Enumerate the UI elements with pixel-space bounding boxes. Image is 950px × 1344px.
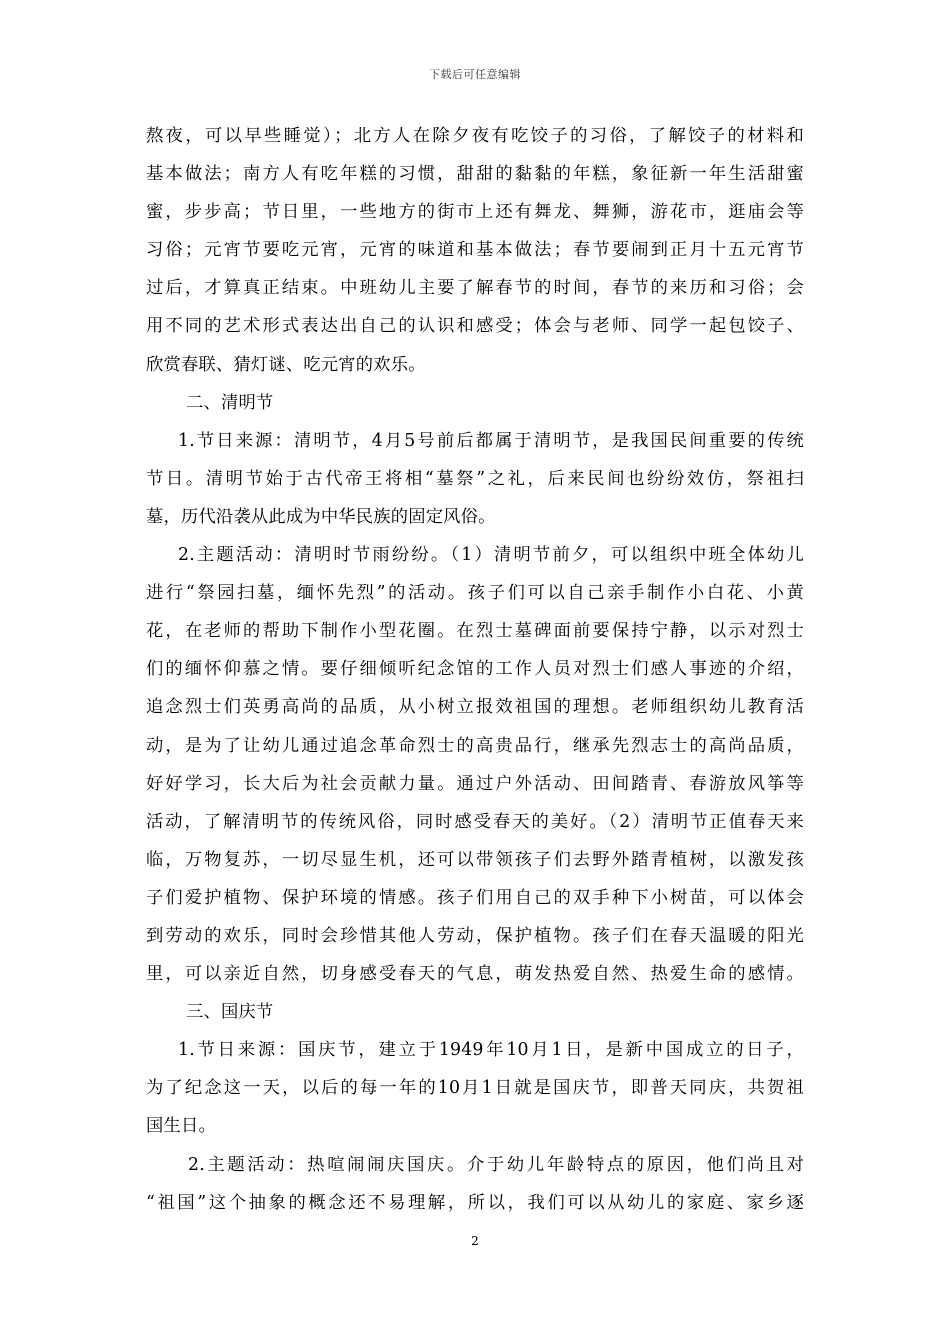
text-line: 到劳动的欢乐，同时会珍惜其他人劳动，保护植物。孩子们在春天温暖的阳光	[146, 925, 804, 946]
text-line: 国生日。	[146, 1116, 216, 1137]
text-line: 节日。清明节始于古代帝王将相“墓祭”之礼，后来民间也纷纷效仿，祭祖扫	[146, 468, 804, 489]
text-line: 进行“祭园扫墓，缅怀先烈”的活动。孩子们可以自己亲手制作小白花、小黄	[146, 583, 804, 604]
text-line: 动，是为了让幼儿通过追念革命烈士的高贵品行，继承先烈志士的高尚品质，	[146, 735, 804, 756]
text-line: 子们爱护植物、保护环境的情感。孩子们用自己的双手种下小树苗，可以体会	[146, 887, 804, 908]
text-line: 花，在老师的帮助下制作小型花圈。在烈士墓碑面前要保持宁静，以示对烈士	[146, 621, 804, 642]
text-line: 欣赏春联、猜灯谜、吃元宵的欢乐。	[146, 354, 426, 375]
text-line: 追念烈士们英勇高尚的品质，从小树立报效祖国的理想。老师组织幼儿教育活	[146, 697, 804, 718]
text-line: 1.节日来源：清明节，4月5号前后都属于清明节，是我国民间重要的传统	[178, 430, 804, 451]
text-line: 2.主题活动：热喧闹闹庆国庆。介于幼儿年龄特点的原因，他们尚且对	[188, 1154, 804, 1175]
text-line: 熬夜，可以早些睡觉）；北方人在除夕夜有吃饺子的习俗，了解饺子的材料和	[146, 126, 804, 146]
document-body	[146, 117, 804, 1222]
text-line: 习俗；元宵节要吃元宵，元宵的味道和基本做法；春节要闹到正月十五元宵节	[146, 240, 804, 261]
text-line: 里，可以亲近自然，切身感受春天的气息，萌发热爱自然、热爱生命的感情。	[146, 964, 804, 985]
text-line: 活动，了解清明节的传统风俗，同时感受春天的美好。（2）清明节正值春天来	[146, 811, 804, 832]
section-heading: 二、清明节	[186, 392, 274, 413]
text-line: 为了纪念这一天，以后的每一年的10月1日就是国庆节，即普天同庆，共贺祖	[146, 1078, 804, 1099]
text-line: 用不同的艺术形式表达出自己的认识和感受；体会与老师、同学一起包饺子、	[146, 316, 804, 337]
text-line: 过后，才算真正结束。中班幼儿主要了解春节的时间，春节的来历和习俗；会	[146, 278, 804, 299]
page-header: 下载后可任意编辑	[429, 68, 521, 81]
text-line: 蜜，步步高；节日里，一些地方的街市上还有舞龙、舞狮，游花市，逛庙会等	[146, 202, 804, 223]
text-line: 好好学习，长大后为社会贡献力量。通过户外活动、田间踏青、春游放风筝等	[146, 773, 804, 794]
text-line: 们的缅怀仰慕之情。要仔细倾听纪念馆的工作人员对烈士们感人事迹的介绍，	[146, 659, 804, 680]
text-line: 临，万物复苏，一切尽显生机，还可以带领孩子们去野外踏青植树，以激发孩	[146, 849, 804, 870]
text-line: 墓，历代沿袭从此成为中华民族的固定风俗。	[146, 506, 496, 527]
section-heading: 三、国庆节	[186, 1002, 274, 1023]
page-number: 2	[471, 1234, 479, 1248]
text-line: “祖国”这个抽象的概念还不易理解，所以，我们可以从幼儿的家庭、家乡逐	[146, 1192, 804, 1213]
text-line: 1.节日来源：国庆节，建立于1949年10月1日，是新中国成立的日子，	[178, 1040, 805, 1061]
text-line: 基本做法；南方人有吃年糕的习惯，甜甜的黏黏的年糕，象征新一年生活甜蜜	[146, 164, 804, 185]
text-line: 2.主题活动：清明时节雨纷纷。（1）清明节前夕，可以组织中班全体幼儿	[178, 545, 804, 566]
